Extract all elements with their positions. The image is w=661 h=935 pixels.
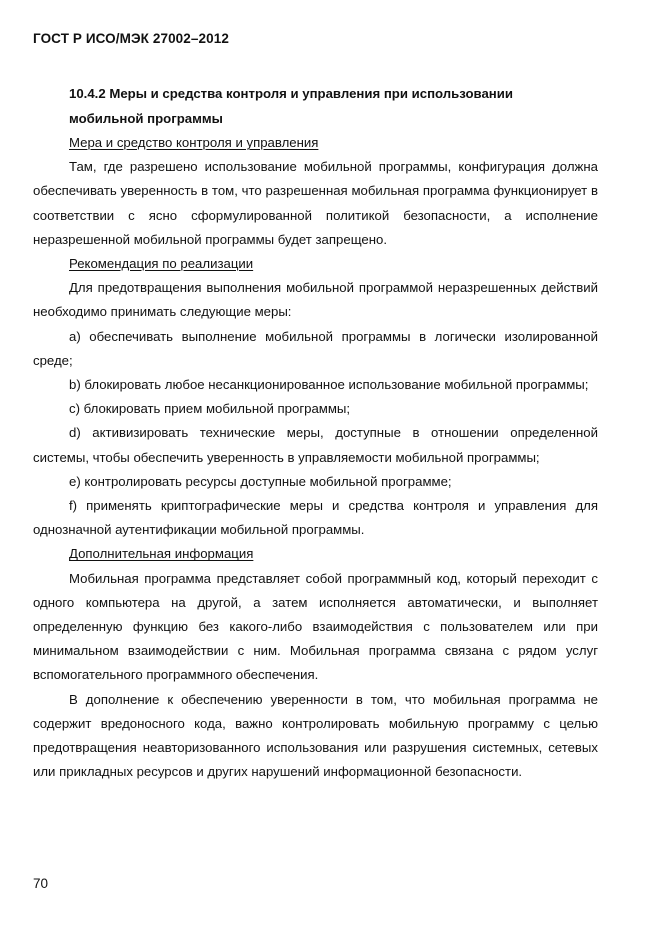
document-body (33, 82, 598, 784)
list-item-f: f) применять криптографические меры и средства контроля и управления для однозначной аутентификации мобильной программы. (33, 498, 598, 538)
guidance-subheading-row (33, 252, 598, 276)
list-item-d: d) активизировать технические меры, доступные в отношении определенной системы, чтобы обеспечить уверенность в управляемости мобильной программы; (33, 425, 598, 465)
standard-code-header: ГОСТ Р ИСО/МЭК 27002–2012 (33, 31, 229, 46)
page-number: 70 (33, 876, 49, 891)
control-subheading-row (33, 131, 598, 155)
list-item-e: e) контролировать ресурсы доступные мобильной программе; (69, 473, 452, 489)
other-info-paragraph-2: В дополнение к обеспечению уверенности в том, что мобильная программа не содержит вредоносного кода, важно контролировать мобильную программу с целью предотвращения неавторизованного использования или разрушения системных, сетевых или прикладных ресурсов и других нарушений информационной безопасности. (33, 691, 598, 780)
section-heading (33, 82, 598, 131)
control-subheading: Мера и средство контроля и управления (69, 135, 319, 150)
guidance-intro-paragraph: Для предотвращения выполнения мобильной программой неразрешенных действий необходимо принимать следующие меры: (33, 280, 598, 320)
other-info-subheading: Дополнительная информация (69, 546, 254, 562)
other-info-subheading-row (33, 542, 598, 566)
control-paragraph: Там, где разрешено использование мобильной программы, конфигурация должна обеспечивать уверенность в том, что разрешенная мобильная программа функционирует в соответствии с ясно сформулированной политикой безопасности, а исполнение неразрешенной мобильной программы будет запрещено. (33, 159, 598, 247)
list-item-a: a) обеспечивать выполнение мобильной программы в логически изолированной среде; (33, 328, 598, 368)
section-heading-line1: 10.4.2 Меры и средства контроля и управления при использовании (69, 86, 513, 101)
guidance-subheading: Рекомендация по реализации (69, 256, 254, 272)
list-item-b: b) блокировать любое несанкционированное использование мобильной программы; (69, 377, 589, 393)
other-info-paragraph-1: Мобильная программа представляет собой программный код, который переходит с одного компьютера на другой, а затем исполняется автоматически, и выполняет определенную функцию без какого-либо взаимодействия с пользователем или при минимальном взаимодействии с ним. Мобильная программа связана с рядом услуг вспомогательного программного обеспечения. (33, 570, 598, 683)
list-item-c: c) блокировать прием мобильной программы; (69, 401, 351, 417)
section-heading-line2: мобильной программы (69, 110, 223, 126)
